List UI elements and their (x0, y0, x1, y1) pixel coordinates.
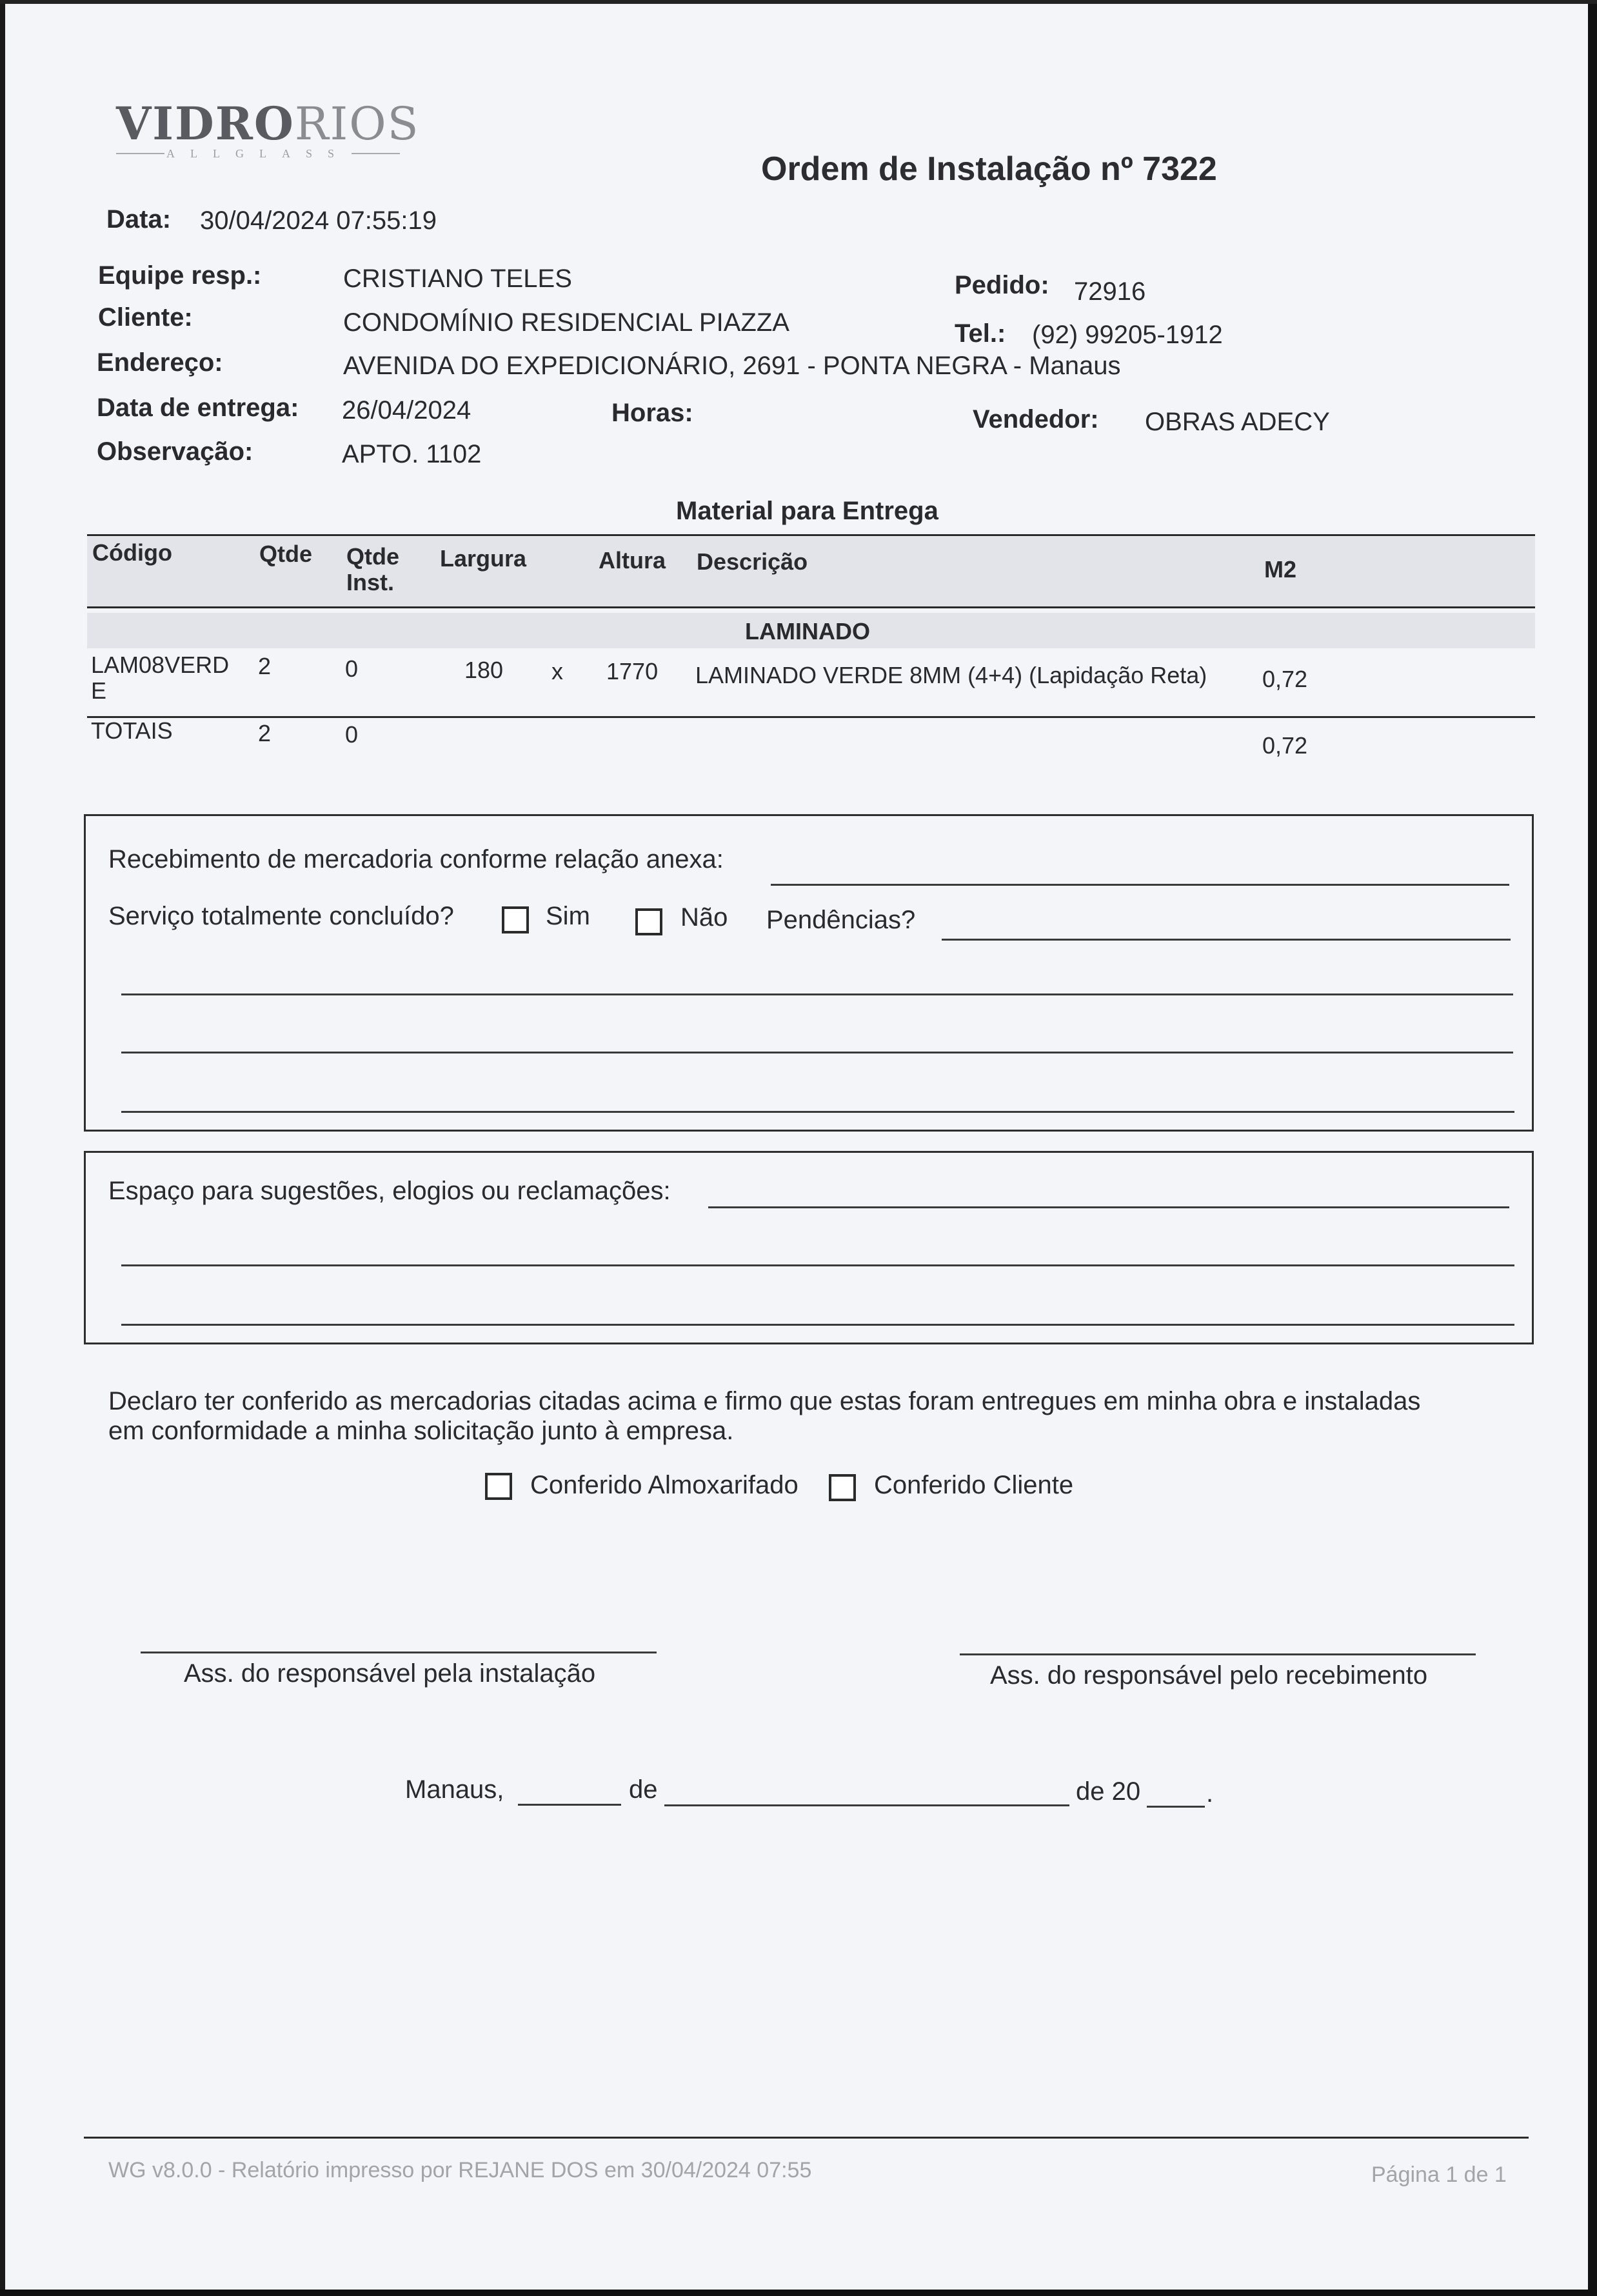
date-day-field[interactable] (518, 1804, 621, 1806)
col-codigo: Código (92, 539, 172, 566)
data-label: Data: (106, 205, 172, 234)
row-x: x (551, 658, 563, 684)
cliente-label: Conferido Cliente (874, 1471, 1074, 1499)
date-de-2: de 20 (1076, 1777, 1141, 1806)
receipt-write-line-3[interactable] (121, 1111, 1514, 1113)
equipe-value: CRISTIANO TELES (343, 265, 572, 293)
sim-label: Sim (546, 902, 590, 930)
observacao-label: Observação: (97, 437, 253, 466)
vendedor-label: Vendedor: (973, 405, 1099, 434)
vendedor-value: OBRAS ADECY (1145, 408, 1330, 436)
row-altura: 1770 (606, 658, 659, 684)
row-m2: 0,72 (1262, 666, 1308, 692)
declaration-line-1: Declaro ter conferido as mercadorias citadas acima e firmo que estas foram entregues em minha obra e instaladas (108, 1387, 1421, 1415)
footer-page-number: Página 1 de 1 (1371, 2162, 1507, 2187)
scan-edge-top (0, 0, 1597, 4)
horas-label: Horas: (611, 399, 693, 427)
col-qtde: Qtde (259, 541, 313, 567)
servico-label: Serviço totalmente concluído? (108, 902, 454, 930)
document-title: Ordem de Instalação nº 7322 (761, 150, 1217, 188)
date-year-field[interactable] (1147, 1806, 1205, 1808)
date-city: Manaus, (405, 1775, 504, 1804)
declaration-line-2: em conformidade a minha solicitação junto à empresa. (108, 1417, 734, 1445)
pendencias-label: Pendências? (766, 906, 916, 934)
totals-qtde: 2 (258, 720, 272, 746)
receipt-write-line-1[interactable] (121, 993, 1513, 995)
scan-edge-right (1588, 0, 1597, 2296)
receipt-write-line-2[interactable] (121, 1052, 1513, 1053)
feedback-write-line-1[interactable] (121, 1264, 1514, 1266)
col-qtde-inst-2: Inst. (346, 569, 395, 595)
feedback-label: Espaço para sugestões, elogios ou reclamações: (108, 1177, 671, 1205)
logo-accent-text: RIOS (294, 97, 420, 150)
pendencias-field[interactable] (942, 939, 1511, 941)
group-label: LAMINADO (745, 618, 870, 644)
recebimento-label: Recebimento de mercadoria conforme relação anexa: (108, 845, 724, 873)
observacao-value: APTO. 1102 (342, 440, 482, 468)
col-qtde-inst-1: Qtde (346, 543, 400, 570)
col-largura: Largura (440, 545, 527, 572)
table-header-rule (87, 606, 1535, 608)
data-value: 30/04/2024 07:55:19 (200, 206, 437, 235)
cliente-checkbox[interactable] (829, 1474, 856, 1501)
scan-edge-left (0, 0, 5, 2296)
logo-main-text: VIDRO (116, 97, 295, 150)
almoxarifado-checkbox[interactable] (485, 1473, 512, 1500)
tel-value: (92) 99205-1912 (1032, 321, 1223, 349)
footer-rule (84, 2137, 1529, 2139)
logo-subtitle: ALLGLASS (166, 147, 350, 160)
row-codigo-2: E (91, 677, 107, 704)
row-qtde: 2 (258, 653, 272, 679)
feedback-field[interactable] (708, 1206, 1509, 1208)
data-entrega-value: 26/04/2024 (342, 396, 471, 424)
equipe-label: Equipe resp.: (98, 261, 262, 290)
table-top-rule (87, 534, 1535, 536)
signature-label-recebimento: Ass. do responsável pelo recebimento (990, 1661, 1428, 1690)
footer-print-info: WG v8.0.0 - Relatório impresso por REJANE DOS em 30/04/2024 07:55 (108, 2158, 812, 2182)
company-logo (116, 97, 419, 174)
signature-label-instalacao: Ass. do responsável pela instalação (184, 1659, 596, 1688)
tel-label: Tel.: (955, 319, 1006, 348)
scan-edge-bottom (0, 2290, 1597, 2296)
cliente-value: CONDOMÍNIO RESIDENCIAL PIAZZA (343, 308, 789, 337)
totals-rule (87, 716, 1535, 718)
pedido-value: 72916 (1074, 277, 1146, 306)
endereco-value: AVENIDA DO EXPEDICIONÁRIO, 2691 - PONTA NEGRA - Manaus (343, 352, 1121, 380)
row-descricao: LAMINADO VERDE 8MM (4+4) (Lapidação Reta) (695, 662, 1207, 688)
feedback-write-line-2[interactable] (121, 1324, 1514, 1326)
sim-checkbox[interactable] (502, 906, 529, 933)
totals-m2: 0,72 (1262, 732, 1308, 759)
totals-qtde-inst: 0 (345, 721, 359, 748)
material-title: Material para Entrega (676, 497, 938, 525)
signature-line-instalacao[interactable] (141, 1652, 657, 1653)
col-m2: M2 (1264, 556, 1297, 583)
row-qtde-inst: 0 (345, 655, 359, 682)
endereco-label: Endereço: (97, 348, 223, 377)
totals-label: TOTAIS (91, 717, 173, 744)
col-descricao: Descrição (697, 548, 808, 575)
nao-label: Não (680, 903, 728, 932)
row-largura: 180 (464, 657, 504, 683)
pedido-label: Pedido: (955, 271, 1049, 299)
row-codigo-1: LAM08VERD (91, 652, 230, 678)
date-end: . (1206, 1779, 1214, 1808)
date-month-field[interactable] (664, 1804, 1069, 1806)
data-entrega-label: Data de entrega: (97, 394, 299, 422)
cliente-label: Cliente: (98, 303, 193, 332)
nao-checkbox[interactable] (635, 908, 662, 935)
almoxarifado-label: Conferido Almoxarifado (530, 1471, 798, 1499)
signature-line-recebimento[interactable] (960, 1653, 1476, 1655)
recebimento-field[interactable] (771, 884, 1509, 886)
date-de-1: de (629, 1775, 658, 1804)
col-altura: Altura (599, 547, 666, 574)
